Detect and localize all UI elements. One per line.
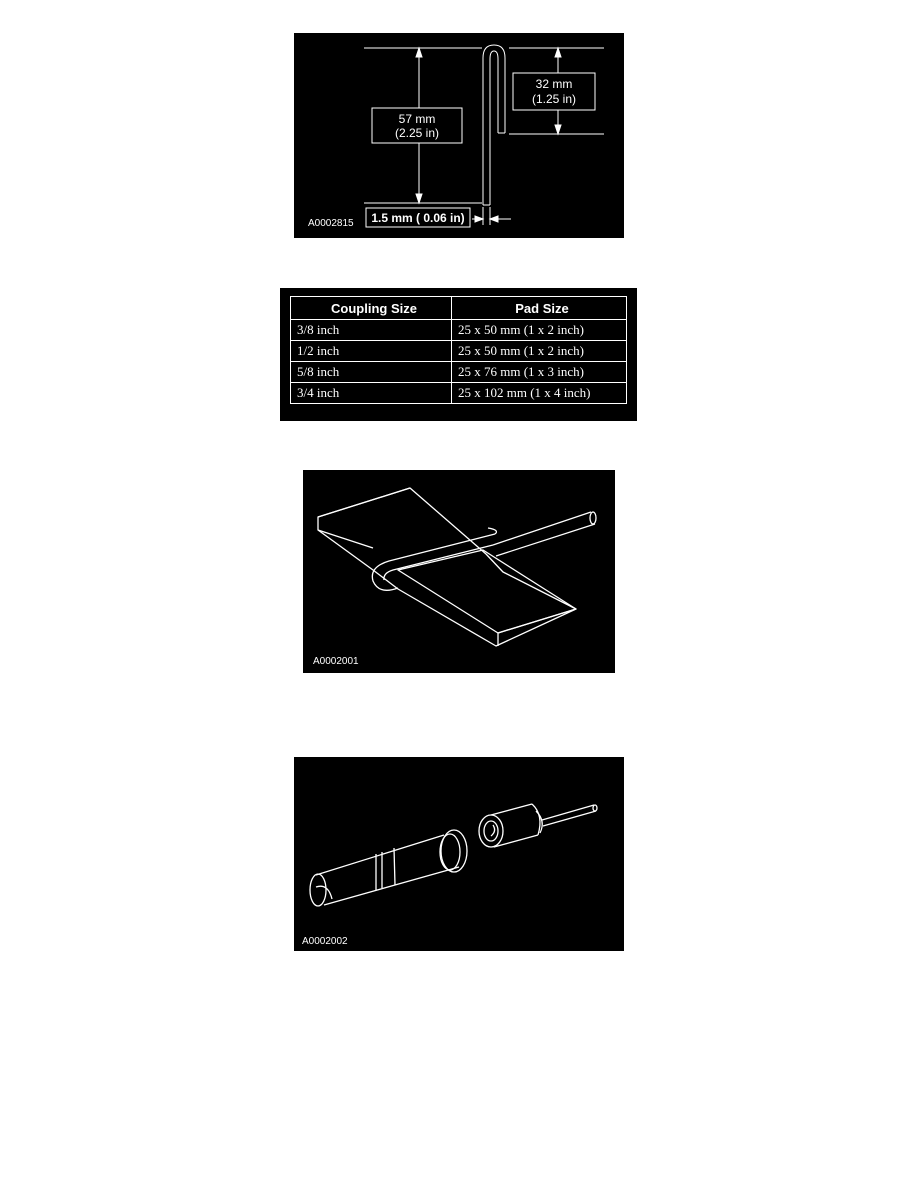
wire-dimension-drawing [294, 33, 624, 238]
coupling-size-cell: 3/4 inch [291, 383, 452, 404]
coupling-size-cell: 1/2 inch [291, 341, 452, 362]
total-height-inch-label: (2.25 in) [394, 126, 440, 140]
table-row [291, 383, 627, 404]
wire-dimension-figure [294, 33, 624, 238]
pad-size-cell: 25 x 50 mm (1 x 2 inch) [452, 341, 627, 362]
figure-id: A0002002 [302, 936, 348, 947]
coupling-size-cell: 5/8 inch [291, 362, 452, 383]
bend-length-inch-label: (1.25 in) [531, 92, 577, 106]
pad-size-cell: 25 x 50 mm (1 x 2 inch) [452, 320, 627, 341]
column-header-coupling-size: Coupling Size [291, 297, 452, 320]
pad-size-cell: 25 x 76 mm (1 x 3 inch) [452, 362, 627, 383]
table-row [291, 362, 627, 383]
figure-id: A0002815 [308, 218, 354, 229]
wire-width-label: 1.5 mm ( 0.06 in) [371, 211, 465, 225]
coupling-insertion-drawing [294, 757, 624, 951]
coupling-pad-table [290, 296, 627, 404]
figure-id: A0002001 [313, 656, 359, 667]
coupling-size-cell: 3/8 inch [291, 320, 452, 341]
bend-length-label: 32 mm [535, 77, 573, 91]
table-row [291, 341, 627, 362]
table-row [291, 320, 627, 341]
wire-on-pad-figure [303, 470, 615, 673]
total-height-label: 57 mm [398, 112, 436, 126]
column-header-pad-size: Pad Size [452, 297, 627, 320]
wire-on-pad-drawing [303, 470, 615, 673]
table-header-row [291, 297, 627, 320]
coupling-insertion-figure [294, 757, 624, 951]
coupling-pad-table-panel [280, 288, 637, 421]
pad-size-cell: 25 x 102 mm (1 x 4 inch) [452, 383, 627, 404]
